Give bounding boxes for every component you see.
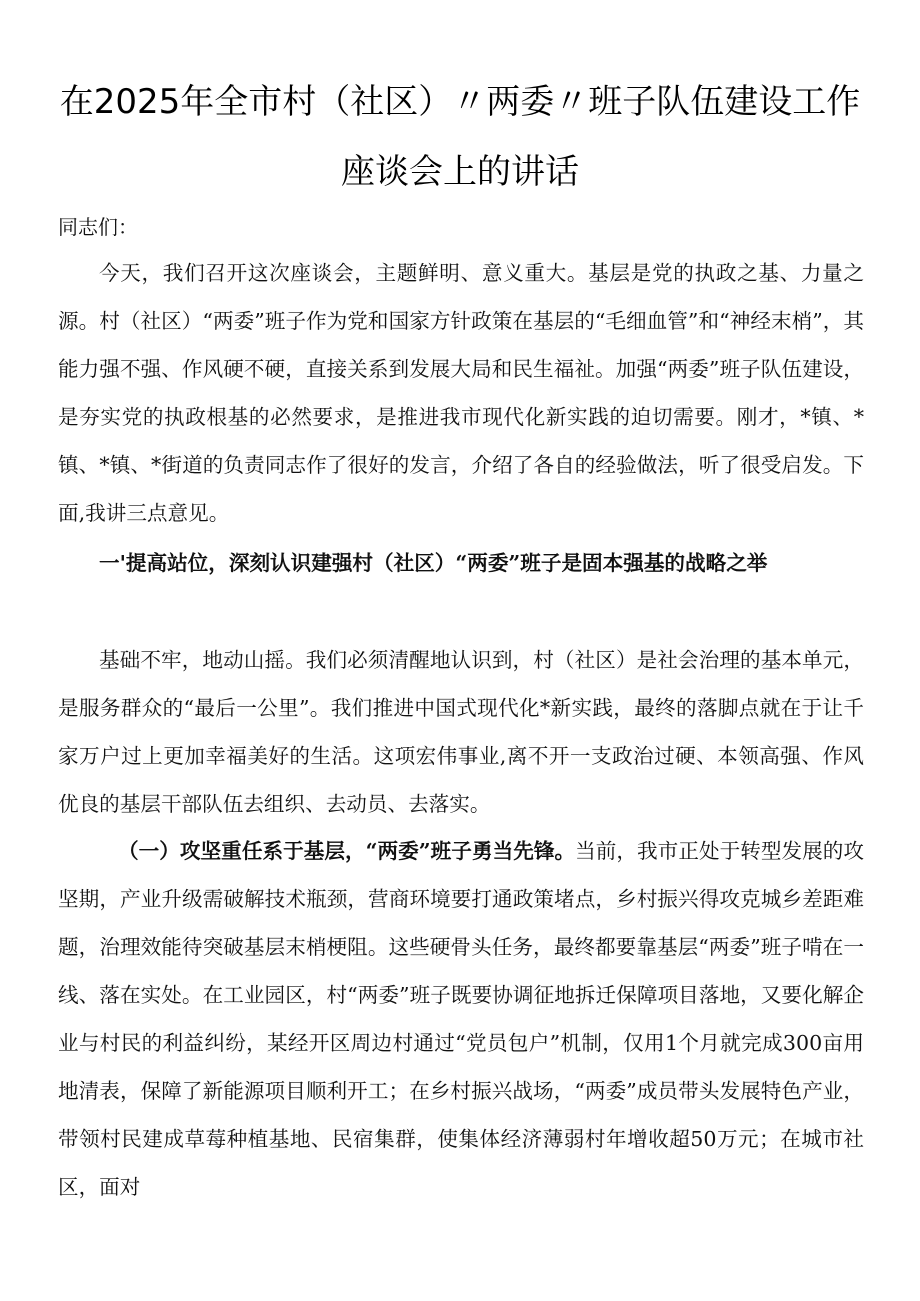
section-heading-1: 一'提高站位，深刻认识建强村（社区）“两委”班子是固本强基的战略之举 bbox=[99, 551, 768, 575]
document-title-line-2: 座谈会上的讲话 bbox=[341, 152, 579, 192]
document-title-line-1: 在2025年全市村（社区）〃两委〃班子队伍建设工作 bbox=[59, 82, 861, 122]
subsection-1-lead: （一）攻坚重任系于基层，“两委”班子勇当先锋。 bbox=[118, 839, 576, 863]
subsection-1-body: 当前，我市正处于转型发展的攻坚期，产业升级需破解技术瓶颈，营商环境要打通政策堵点，乡村振兴得攻克城乡差距难题，治理效能待突破基层末梢梗阻。这些硬骨头任务，最终都要靠基层“两委”班子啃在一线、落在实处。在工业园区，村“两委”班子既要协调征地拆迁保障项目落地，又要化解企业与村民的利益纠纷，某经开区周边村通过“党员包户”机制，仅用1个月就完成300亩用地清表，保障了新能源项目顺利开工；在乡村振兴战场，“两委”成员带头发展特色产业，带领村民建成草莓种植基地、民宿集群，使集体经济薄弱村年增收超50万元；在城市社区，面对 bbox=[58, 839, 864, 1199]
paragraph-intro: 今天，我们召开这次座谈会，主题鲜明、意义重大。基层是党的执政之基、力量之源。村（社区）“两委”班子作为党和国家方针政策在基层的“毛细血管”和“神经末梢”，其能力强不强、作风硬不硬，直接关系到发展大局和民生福祉。加强“两委”班子队伍建设，是夯实党的执政根基的必然要求，是推进我市现代化新实践的迫切需要。刚才，*镇、*镇、*镇、*街道的负责同志作了很好的发言，介绍了各自的经验做法，听了很受启发。下面,我讲三点意见。 bbox=[58, 261, 864, 525]
paragraph-subsection-1 bbox=[58, 827, 864, 1211]
salutation: 同志们： bbox=[58, 215, 138, 239]
paragraph-foundation: 基础不牢，地动山摇。我们必须清醒地认识到，村（社区）是社会治理的基本单元，是服务群众的“最后一公里”。我们推进中国式现代化*新实践，最终的落脚点就在于让千家万户过上更加幸福美好的生活。这项宏伟事业,离不开一支政治过硬、本领高强、作风优良的基层干部队伍去组织、去动员、去落实。 bbox=[58, 648, 864, 816]
